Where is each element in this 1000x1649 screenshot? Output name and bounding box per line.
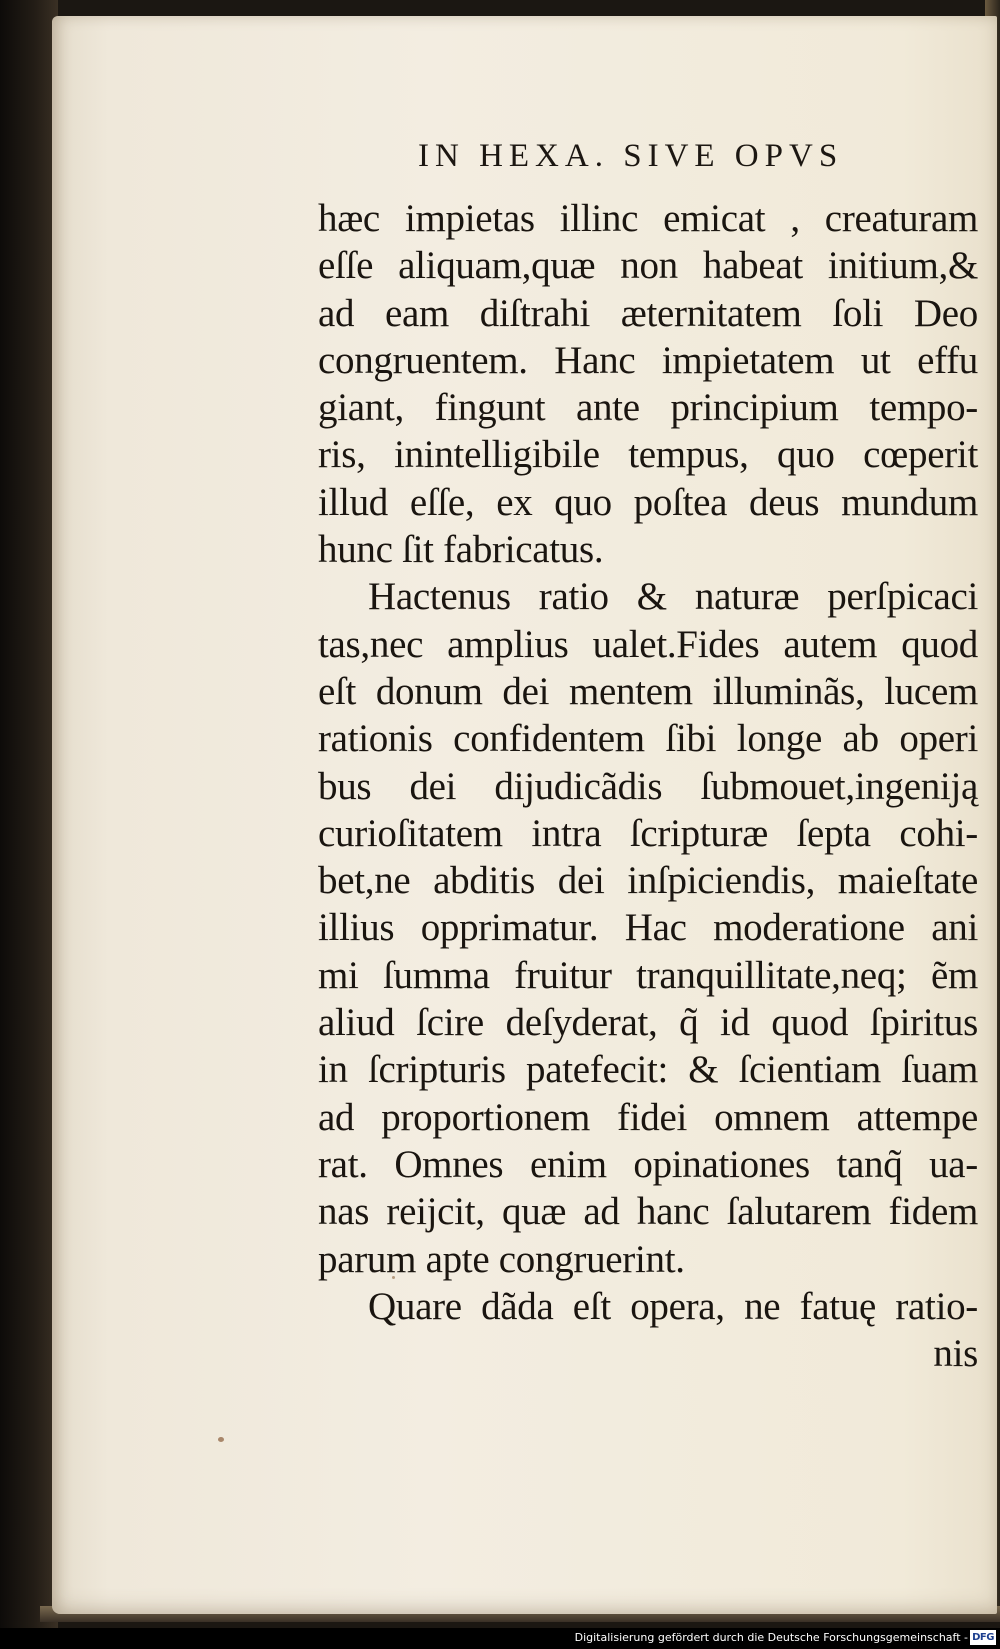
running-header: IN HEXA. SIVE OPVS [418,138,844,174]
text-line: hæc impietas illinc emicat , creaturam [318,197,978,240]
text-line: ris, inintelligibile tempus, quo cœperit [318,433,978,477]
body-text [318,195,978,1377]
paragraph-start-line: Hactenus ratio & naturæ perſpicaci [368,575,978,619]
text-line: illud eſſe, ex quo poſtea deus mundum [318,480,978,524]
text-line: curioſitatem intra ſcripturæ ſepta cohi- [318,811,978,855]
text-line: in ſcripturis patefecit: & ſcientiam ſuam [318,1048,978,1092]
text-line: rationis confidentem ſibi longe ab operi [318,717,978,761]
paragraph-start-line: Quare dãda eſt opera, ne fatuę ratio- [368,1284,978,1328]
dfg-logo: DFG [970,1630,996,1645]
text-line: congruentem. Hanc impietatem ut effu [318,338,978,382]
text-line: rat. Omnes enim opinationes tanq̃ ua- [318,1142,978,1186]
book-shadow-left [0,0,58,1649]
text-line: bus dei dijudicãdis ſubmouet,ingeniją [318,764,978,808]
text-line: aliud ſcire deſyderat, q̃ id quod ſpiritus [318,1001,978,1045]
text-line: eſſe aliquam,quæ non habeat initium,& [318,244,978,288]
paper-stain [218,1437,224,1442]
text-line: illius opprimatur. Hac moderatione ani [318,906,978,950]
text-line: bet,ne abditis dei inſpiciendis, maieſtate [318,859,978,903]
text-line: hunc ſit fabricatus. [318,528,604,572]
text-line: giant, fingunt ante principium tempo- [318,386,978,430]
text-line: ad proportionem fidei omnem attempe [318,1095,978,1139]
catchword: nis [933,1332,978,1376]
text-line: mi ſumma fruitur tranquillitate,neq; ẽm [318,953,978,997]
text-line: tas,nec amplius ualet.Fides autem quod [318,622,978,666]
digitization-credit: Digitalisierung gefördert durch die Deutsche Forschungsgemeinschaft - [574,1631,968,1644]
text-line: parum apte congruerint. [318,1237,685,1281]
text-line: ad eam diſtrahi æternitatem ſoli Deo [318,291,978,335]
text-line: nas reijcit, quæ ad hanc ſalutarem fidem [318,1190,978,1234]
text-line: eſt donum dei mentem illuminãs, lucem [318,669,978,713]
